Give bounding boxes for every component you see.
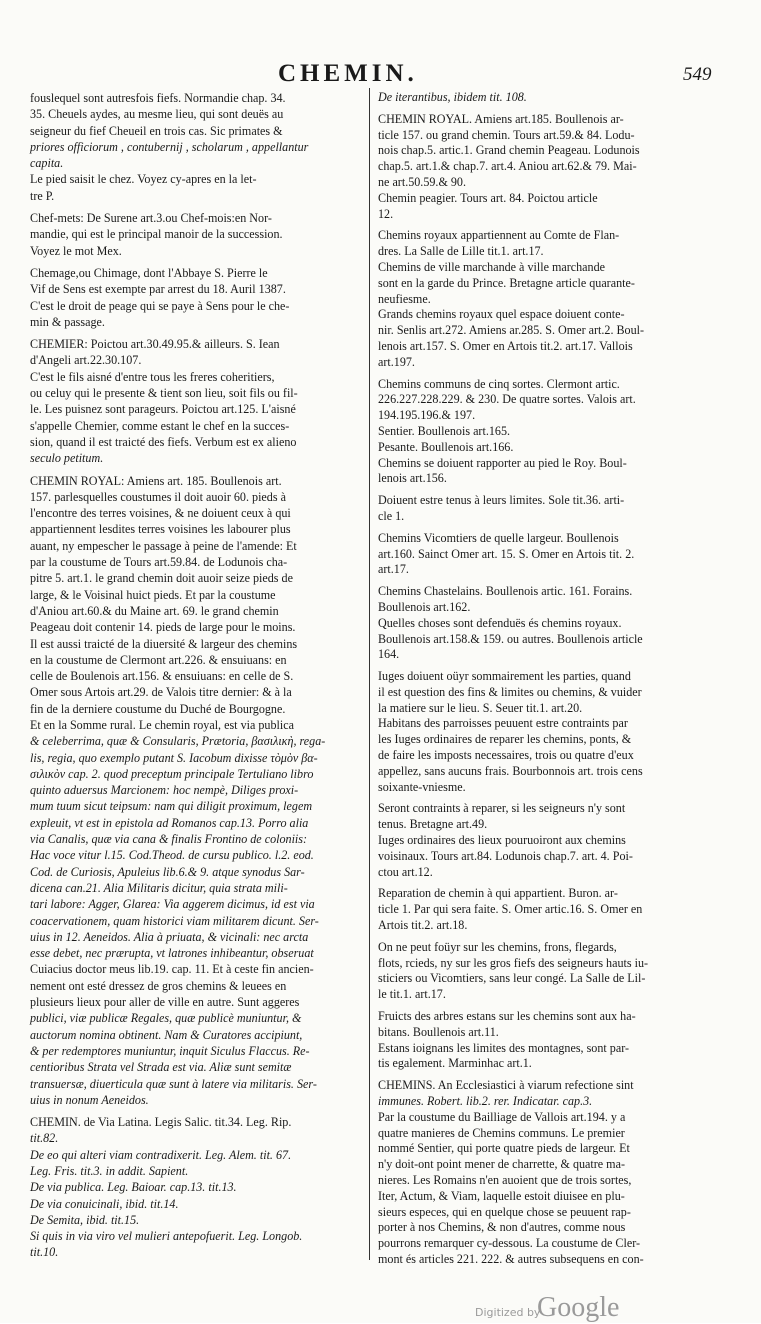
text-line: Chemins de ville marchande à ville marchande	[378, 259, 606, 274]
text-line: neufiesme.	[378, 291, 431, 306]
text-line: d'Aniou art.60.& du Maine art. 69. le grand chemin	[30, 603, 279, 618]
text-line: Iter, Actum, & Viam, laquelle estoit diuisee en plu-	[378, 1188, 625, 1203]
text-line: en la coustume de Clermont art.226. & ensuiuans: en	[30, 652, 287, 667]
text-line: Chemins Chastelains. Boullenois artic. 161. Forains.	[378, 584, 633, 599]
text-line: par la coustume de Tours art.59.84. de Lodunois cha-	[30, 555, 288, 570]
text-line: n'y doit-ont point mener de charrette, & quatre ma-	[378, 1157, 625, 1172]
text-line: art.197.	[378, 354, 415, 369]
text-line: De via conuicinali, ibid. tit.14.	[30, 1196, 179, 1211]
text-line: centioribus Strata vel Strada est via. Aliæ sunt semitæ	[30, 1060, 292, 1075]
text-line: uius in nonum Aeneidos.	[30, 1092, 149, 1107]
text-line: tari labore: Agger, Glarea: Via aggerem dicimus, id est via	[30, 897, 315, 912]
text-line: cle 1.	[378, 508, 405, 523]
text-line: plusieurs lieux pour aller de ville en autre. Sunt aggeres	[30, 995, 300, 1010]
text-line: flots, rcieds, ny sur les gros fiefs des seigneurs hauts iu-	[378, 955, 649, 970]
text-line: transuersæ, diuerticula quæ sunt à latere via militaris. Ser-	[30, 1076, 317, 1091]
text-line: CHEMIN ROYAL: Amiens art. 185. Boullenois art.	[30, 473, 282, 488]
text-line: De iterantibus, ibidem tit. 108.	[378, 90, 527, 104]
text-line: s'appelle Chemier, comme estant le chef en la succes-	[30, 418, 290, 433]
text-line: ticle 157. ou grand chemin. Tours art.59.& 84. Lodu-	[378, 127, 635, 142]
text-line: Sentier. Boullenois art.165.	[378, 423, 511, 438]
text-line: Voyez le mot Mex.	[30, 243, 122, 258]
text-line: capita.	[30, 156, 64, 171]
text-line: 194.195.196.& 197.	[378, 408, 476, 423]
text-line: C'est le droit de peage qui se paye à Sens pour le che-	[30, 298, 290, 313]
text-line: Iuges ordinaires des lieux pouruoiront aux chemins	[378, 833, 626, 848]
text-line: seigneur du fief Cheueil en trois cas. Sic primates &	[30, 123, 283, 138]
text-line: Artois tit.2. art.18.	[378, 918, 468, 933]
text-line: publici, viæ publicæ Regales, quæ publicè muniuntur, &	[30, 1011, 302, 1026]
text-line: nommé Sentier, qui porte quatre pieds de largeur. Et	[378, 1141, 630, 1156]
text-line: pitre 5. art.1. le grand chemin doit auoir seize pieds de	[30, 571, 293, 586]
text-line: CHEMIN. de Via Latina. Legis Salic. tit.34. Leg. Rip.	[30, 1115, 292, 1130]
text-line: Quelles choses sont defenduës és chemins royaux.	[378, 615, 622, 630]
text-line: Et en la Somme rural. Le chemin royal, est via publica	[30, 717, 294, 732]
text-line: art.160. Sainct Omer art. 15. S. Omer en Artois tit. 2.	[378, 546, 635, 561]
text-line: pourrons remarquer cy-dessous. La coustume de Cler-	[378, 1236, 641, 1251]
right-column	[378, 90, 712, 1268]
text-line: nement ont esté dressez de gros chemins & leuees en	[30, 978, 287, 993]
text-line: Chemage,ou Chimage, dont l'Abbaye S. Pierre le	[30, 265, 268, 280]
text-line: expleuit, vt est in epistola ad Romanos cap.13. Porro alia	[30, 815, 309, 830]
text-line: CHEMINS. An Ecclesiastici à viarum refectione sint	[378, 1078, 634, 1093]
text-line: C'est le fils aisné d'entre tous les freres coheritiers,	[30, 369, 275, 384]
text-line: dres. La Salle de Lille tit.1. art.17.	[378, 244, 544, 259]
text-line: De via publica. Leg. Baioar. cap.13. tit.13.	[30, 1180, 237, 1195]
text-line: ne art.50.59.& 90.	[378, 174, 466, 189]
text-line: Estans ioignans les limites des montagnes, sont par-	[378, 1040, 630, 1055]
watermark-prefix: Digitized by	[475, 1306, 541, 1319]
text-line: CHEMIER: Poictou art.30.49.95.& ailleurs. S. Iean	[30, 337, 280, 352]
text-line: tenus. Bretagne art.49.	[378, 817, 488, 832]
text-line: d'Angeli art.22.30.107.	[30, 353, 142, 368]
text-line: via Canalis, quæ via cana & finalis Frontino de coloniis:	[30, 832, 308, 847]
text-line: 35. Cheuels aydes, au mesme lieu, qui sont deuës au	[30, 107, 284, 122]
text-line: Pesante. Boullenois art.166.	[378, 439, 514, 454]
text-line: fouslequel sont autresfois fiefs. Normandie chap. 34.	[30, 91, 286, 105]
text-line: De Semita, ibid. tit.15.	[30, 1212, 140, 1227]
text-line: lenois art.157. S. Omer en Artois tit.2. art.17. Vallois	[378, 338, 633, 353]
text-line: sieurs especes, qui en quelque chose se peuuent rap-	[378, 1204, 631, 1219]
column-divider	[369, 88, 370, 1260]
text-line: tit.82.	[30, 1131, 59, 1146]
text-line: Doiuent estre tenus à leurs limites. Sole tit.36. arti-	[378, 493, 625, 508]
text-line: & celeberrima, quæ & Consularis, Prætoria, βασιλικὴ, rega-	[30, 734, 326, 749]
text-line: Il est aussi traicté de la diuersité & largeur des chemins	[30, 636, 298, 651]
text-line: appartiennent lesdites terres voisines les labourer plus	[30, 522, 291, 537]
text-line: priores officiorum , contubernij , scholarum , appellantur	[30, 139, 309, 154]
text-line: mum tuum sicut teipsum: nam qui diligit proximum, legem	[30, 799, 313, 814]
text-line: Chef-mets: De Surene art.3.ou Chef-mois:en Nor-	[30, 211, 272, 226]
text-line: sticiers ou Vicomtiers, sans leur congé. La Salle de Lil-	[378, 971, 646, 986]
text-line: auctorum nomina obtinent. Nam & Curatores accipiunt,	[30, 1027, 303, 1042]
text-line: soixante-vniesme.	[378, 779, 466, 794]
digitized-watermark	[475, 1292, 675, 1324]
text-line: porter à nos Chemins, & non d'autres, comme nous	[378, 1220, 626, 1235]
text-line: CHEMIN ROYAL. Amiens art.185. Boullenois ar-	[378, 111, 624, 126]
text-line: Iuges doiuent oüyr sommairement les parties, quand	[378, 669, 631, 684]
text-line: uius in 12. Aeneidos. Alia à priuata, & vicinali: nec arcta	[30, 929, 309, 944]
text-line: bitans. Boullenois art.11.	[378, 1024, 499, 1039]
text-line: le tit.1. art.17.	[378, 987, 446, 1002]
text-line: il est question des fins & limites ou chemins, & vuider	[378, 684, 642, 699]
text-line: appellez, sans aucuns frais. Bourbonnois art. trois cens	[378, 763, 643, 778]
text-line: On ne peut foüyr sur les chemins, frons, flegards,	[378, 939, 617, 954]
text-line: Chemins se doiuent rapporter au pied le Roy. Boul-	[378, 455, 627, 470]
text-line: 164.	[378, 647, 400, 662]
text-line: voisinaux. Tours art.84. Lodunois chap.7. art. 4. Poi-	[378, 848, 633, 863]
text-line: Boullenois art.162.	[378, 599, 471, 614]
text-line: quatre manieres de Chemins communs. Le premier	[378, 1125, 625, 1140]
text-line: Hac voce vitur l.15. Cod.Theod. de cursu publico. l.2. eod.	[30, 848, 314, 863]
text-line: quinto aduersus Marcionem: hoc nempè, Diliges proxi-	[30, 783, 299, 798]
text-line: Cod. de Curiosis, Apuleius lib.6.& 9. atque synodus Sar-	[30, 864, 305, 879]
text-line: Le pied saisit le chez. Voyez cy-apres en la let-	[30, 172, 257, 187]
text-line: σιλικὸν cap. 2. quod preceptum principale Tertuliano libro	[30, 766, 314, 781]
text-line: nir. Senlis art.272. Amiens ar.285. S. Omer art.2. Boul-	[378, 323, 645, 338]
text-line: de faire les imposts necessaires, trois ou quatre d'eux	[378, 748, 634, 763]
text-line: 226.227.228.229. & 230. De quatre sortes. Valois art.	[378, 392, 636, 407]
running-head: CHEMIN.	[278, 60, 418, 87]
text-line: esse debet, nec prærupta, vt latrones inhibeantur, obseruat	[30, 946, 314, 961]
text-line: sont en la garde du Prince. Bretagne article quarante-	[378, 275, 635, 290]
text-line: Chemin peagier. Tours art. 84. Poictou article	[378, 190, 598, 205]
text-line: nois chap.5. artic.1. Grand chemin Peageau. Lodunois	[378, 143, 640, 158]
text-line: Si quis in via viro vel mulieri antepofuerit. Leg. Longob.	[30, 1229, 303, 1244]
text-line: coacervationem, quam historici viam militarem dicunt. Ser-	[30, 913, 319, 928]
text-line: dicena can.21. Alia Militaris dicitur, quia strata mili-	[30, 880, 288, 895]
text-line: tis egalement. Marminhac art.1.	[378, 1056, 532, 1071]
text-line: sion, quand il est traicté des fiefs. Verbum est ex alieno	[30, 434, 297, 449]
text-line: l'encontre des terres voisines, & ne doiuent ceux à qui	[30, 506, 291, 521]
page-number: 549	[683, 64, 712, 85]
text-line: Omer sous Artois art.29. de Valois titre dernier: & à la	[30, 685, 292, 700]
text-line: Cuiacius doctor meus lib.19. cap. 11. Et à ceste fin ancien-	[30, 962, 314, 977]
text-line: mont és articles 221. 222. & autres subsequens en con-	[378, 1251, 644, 1266]
text-line: mandie, qui est le principal manoir de la succession.	[30, 227, 283, 242]
text-line: Par la coustume du Bailliage de Vallois art.194. y a	[378, 1109, 626, 1124]
text-line: Fruicts des arbres estans sur les chemins sont aux ha-	[378, 1009, 636, 1024]
text-line: Reparation de chemin à qui appartient. Buron. ar-	[378, 886, 618, 901]
text-line: nieres. Les Romains n'en auoient que de trois sortes,	[378, 1173, 632, 1187]
text-line: min & passage.	[30, 314, 105, 329]
text-line: Grands chemins royaux quel espace doiuent conte-	[378, 307, 625, 322]
text-line: De eo qui alteri viam contradixerit. Leg. Alem. tit. 67.	[30, 1147, 292, 1162]
text-line: Habitans des parroisses peuuent estre contraints par	[378, 716, 628, 731]
text-line: large, & le Voisinal huict pieds. Et par la coustume	[30, 587, 276, 602]
text-line: Seront contraints à reparer, si les seigneurs n'y sont	[378, 801, 626, 816]
text-line: immunes. Robert. lib.2. rer. Indicatar. cap.3.	[378, 1094, 593, 1109]
text-line: Chemins communs de cinq sortes. Clermont artic.	[378, 376, 620, 391]
text-line: 157. parlesquelles coustumes il doit auoir 60. pieds à	[30, 489, 286, 504]
text-line: celle de Boulenois art.156. & ensuiuans: en celle de S.	[30, 669, 294, 684]
text-line: lenois art.156.	[378, 471, 447, 486]
text-line: Leg. Fris. tit.3. in addit. Sapient.	[30, 1164, 189, 1178]
text-line: lis, regia, quo exemplo putant S. Iacobum dixisse τὸμὸν βα-	[30, 750, 318, 765]
text-line: Chemins royaux appartiennent au Comte de Flan-	[378, 228, 620, 243]
text-line: auant, ny empescher le passage à peine de l'amende: Et	[30, 538, 297, 553]
text-line: 12.	[378, 206, 394, 221]
text-line: tit.10.	[30, 1245, 59, 1260]
text-line: le. Les puisnez sont parageurs. Poictou art.125. L'aisné	[30, 402, 296, 417]
text-line: seculo petitum.	[30, 451, 104, 466]
text-line: chap.5. art.1.& chap.7. art.4. Aniou art.62.& 79. Mai-	[378, 159, 637, 174]
text-line: Vif de Sens est exempte par arrest du 18. Auril 1387.	[30, 282, 286, 297]
text-line: fin de la derniere coustume du Duché de Bourgogne.	[30, 701, 286, 716]
text-line: & per redemptores muniuntur, inquit Siculus Flaccus. Re-	[30, 1043, 310, 1058]
left-column	[30, 90, 362, 1261]
text-line: art.17.	[378, 562, 409, 577]
google-logo: Google	[537, 1292, 620, 1323]
text-line: ticle 1. Par qui sera faite. S. Omer artic.16. S. Omer en	[378, 902, 643, 917]
text-line: Boullenois art.158.& 159. ou autres. Boullenois article	[378, 631, 643, 646]
text-line: Chemins Vicomtiers de quelle largeur. Boullenois	[378, 530, 619, 545]
text-line: tre P.	[30, 188, 55, 203]
text-line: ou celuy qui le presente & tient son lieu, soit fils ou fil-	[30, 386, 298, 401]
text-line: Peageau doit contenir 14. pieds de large pour le moins.	[30, 620, 296, 635]
text-line: la matiere sur le lieu. S. Seuer tit.1. art.20.	[378, 700, 583, 715]
text-line: ctou art.12.	[378, 864, 433, 879]
text-line: les Iuges ordinaires de reparer les chemins, ponts, &	[378, 732, 632, 747]
